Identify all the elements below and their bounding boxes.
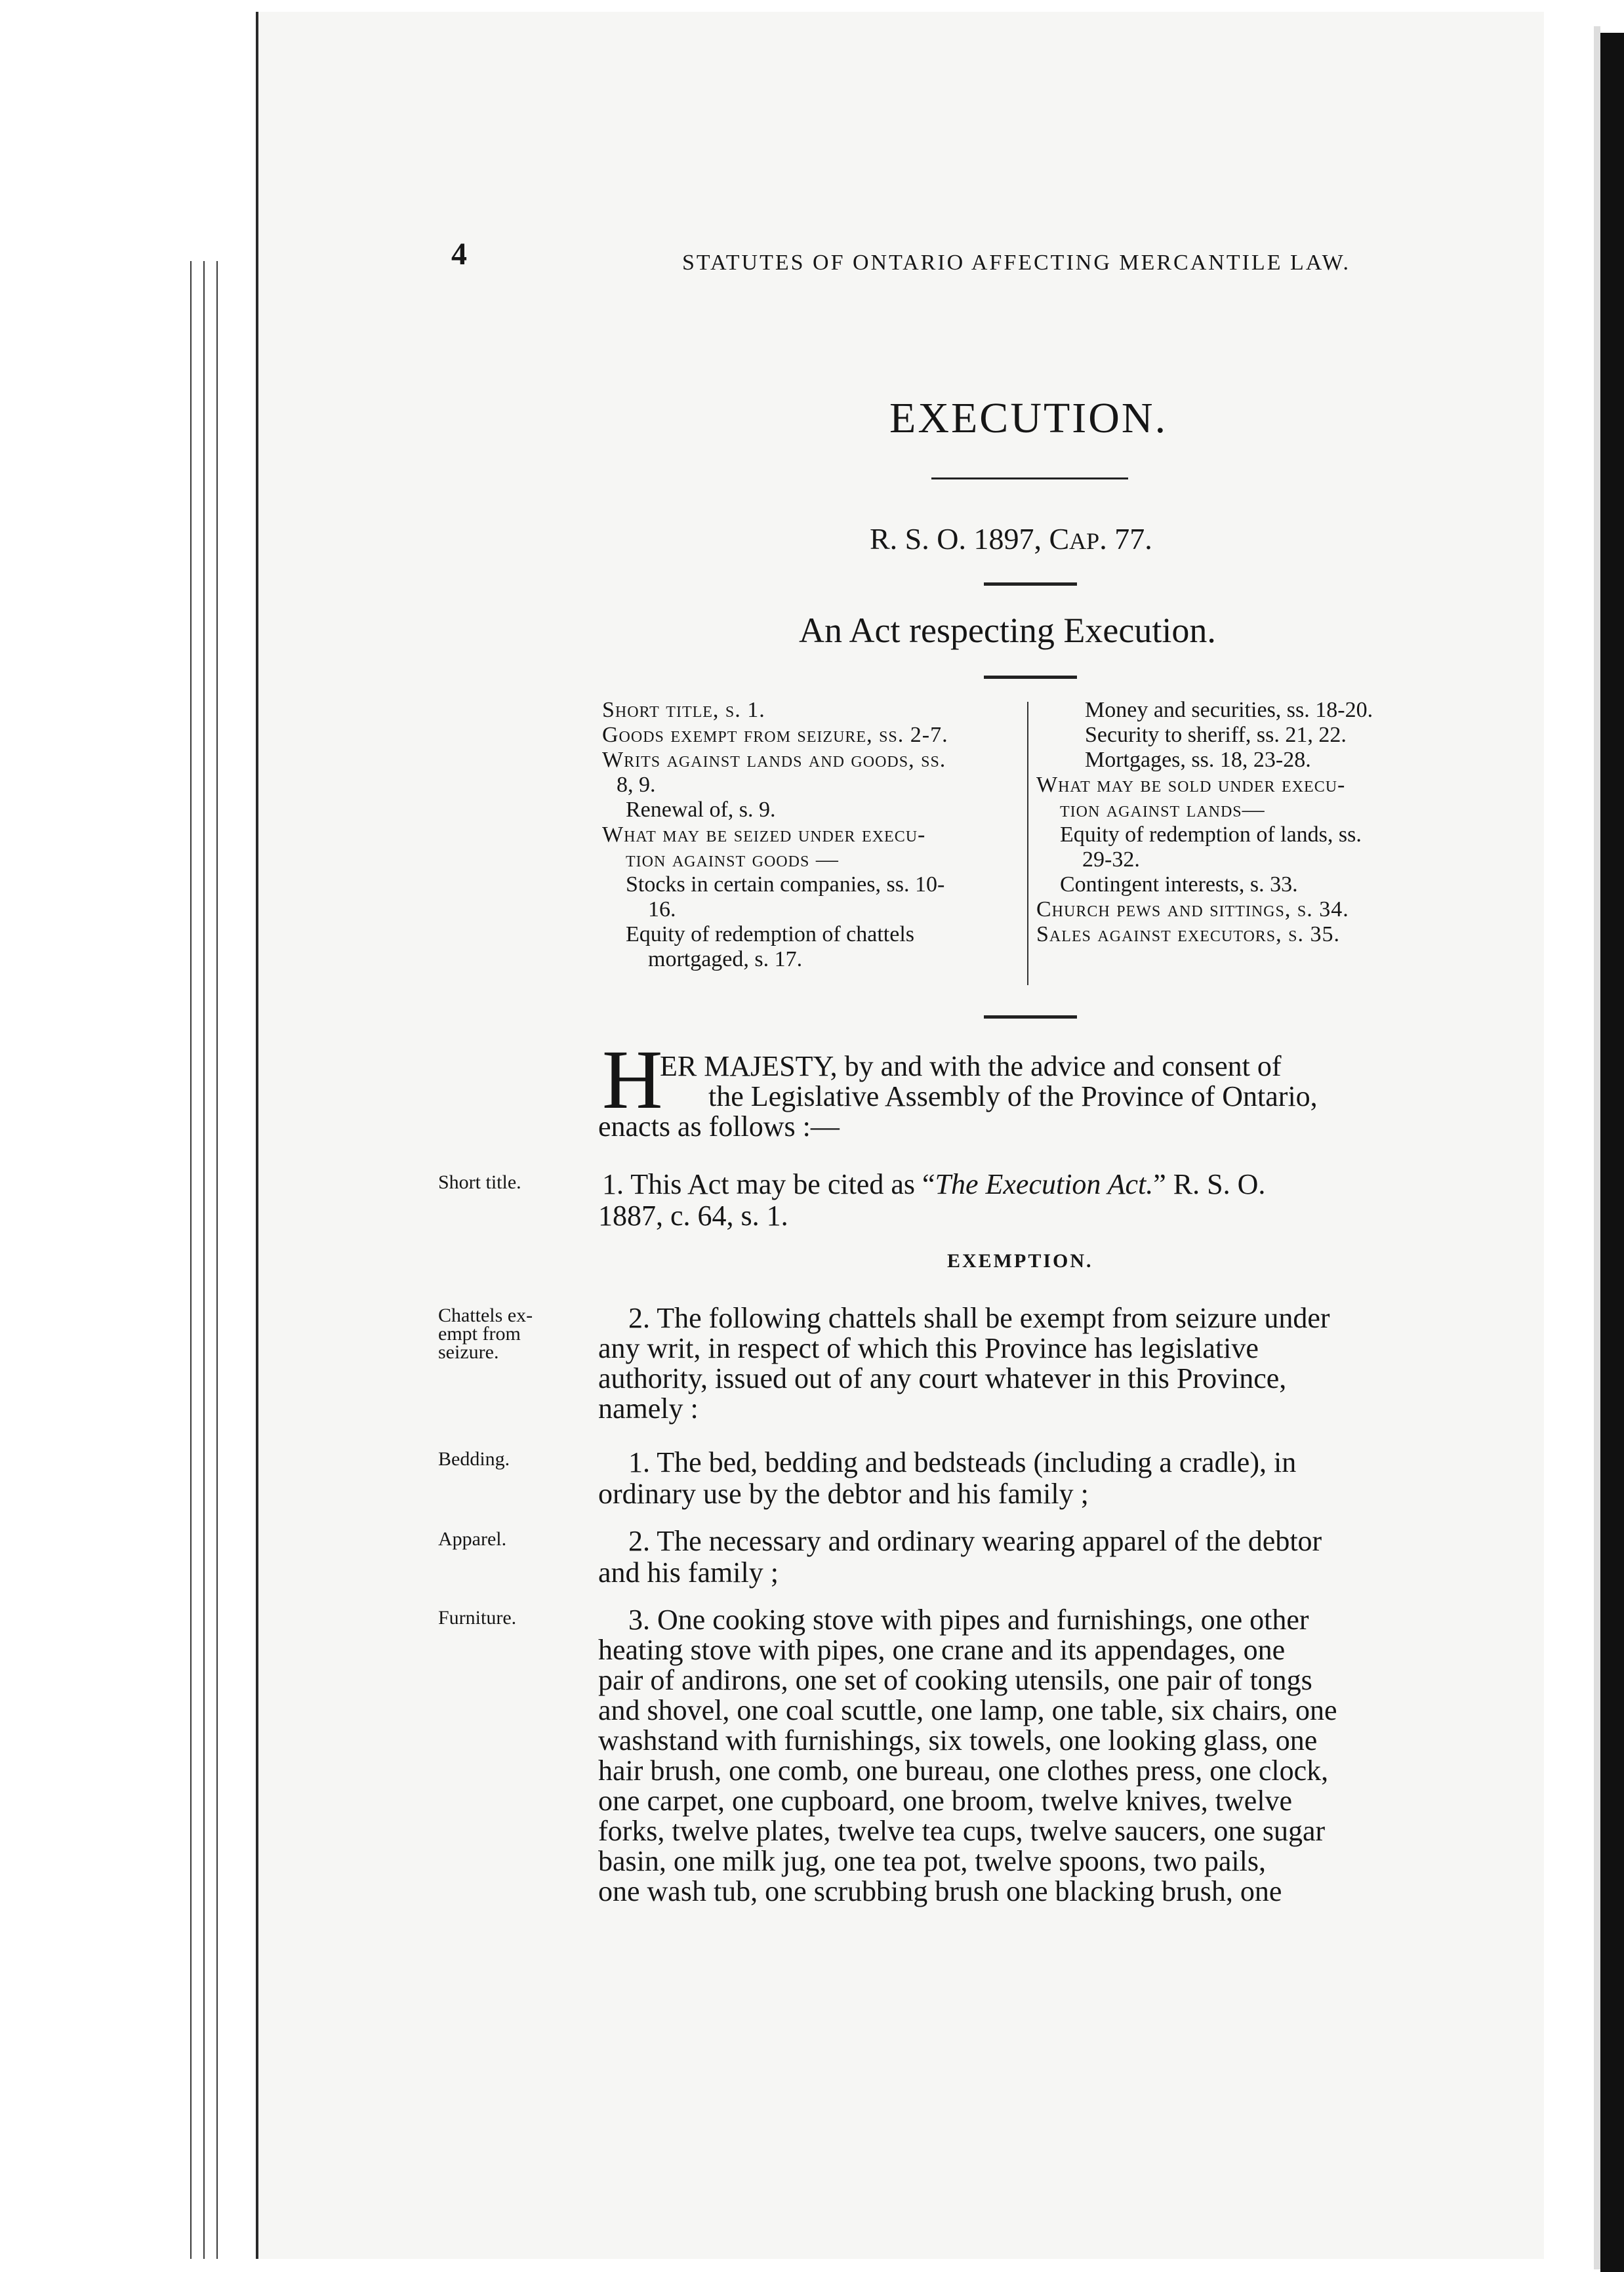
title-rule: [931, 477, 1128, 479]
item-1-line: ordinary use by the debtor and his family ;: [598, 1478, 1089, 1510]
citation-rule: [984, 582, 1077, 586]
item-3-line: one carpet, one cupboard, one broom, twelve knives, twelve: [598, 1785, 1293, 1817]
toc-entry: Goods exempt from seizure, ss. 2-7.: [602, 723, 948, 747]
toc-entry: Security to sheriff, ss. 21, 22.: [1085, 723, 1347, 747]
item-3-line: hair brush, one comb, one bureau, one clothes press, one clock,: [598, 1755, 1329, 1787]
section-1-text: 1. This Act may be cited as “: [602, 1168, 935, 1200]
page-right-edge: [1594, 26, 1600, 2269]
margin-note-apparel: Apparel.: [438, 1528, 507, 1550]
toc-entry: Renewal of, s. 9.: [626, 798, 776, 822]
running-head: STATUTES OF ONTARIO AFFECTING MERCANTILE LAW.: [682, 251, 1351, 275]
toc-entry: tion against goods —: [626, 847, 839, 872]
toc-entry: Stocks in certain companies, ss. 10-: [626, 872, 945, 897]
section-1-citation: ” R. S. O.: [1153, 1168, 1266, 1200]
toc-entry: Church pews and sittings, s. 34.: [1036, 897, 1349, 922]
toc-entry: tion against lands—: [1060, 798, 1265, 822]
page-leaf-edge-1: [190, 261, 192, 2259]
page-title: EXECUTION.: [889, 394, 1168, 442]
exemption-heading: EXEMPTION.: [947, 1250, 1093, 1272]
toc-entry: Equity of redemption of chattels: [626, 922, 914, 946]
page-leaf-edge-2: [203, 261, 205, 2259]
page-leaf-edge-3: [216, 261, 218, 2259]
item-3-line: one wash tub, one scrubbing brush one blacking brush, one: [598, 1875, 1282, 1907]
scan-right-shadow: [1600, 33, 1624, 2272]
toc-entry: Contingent interests, s. 33.: [1060, 872, 1298, 897]
margin-note-bedding: Bedding.: [438, 1448, 510, 1470]
item-3-line: 3. One cooking stove with pipes and furnishings, one other: [628, 1604, 1309, 1636]
toc-entry: Money and securities, ss. 18-20.: [1085, 698, 1373, 722]
toc-entry: 16.: [648, 897, 676, 922]
preamble-line-2: the Legislative Assembly of the Province of Ontario,: [708, 1080, 1318, 1112]
toc-entry: What may be sold under execu-: [1036, 773, 1346, 797]
book-page: [256, 12, 1544, 2259]
section-2-line: namely :: [598, 1392, 699, 1425]
toc-entry: Sales against executors, s. 35.: [1036, 922, 1340, 946]
margin-note-chattels-exempt: [438, 1307, 533, 1362]
citation-small-caps: AP: [1069, 528, 1100, 554]
item-2-line: and his family ;: [598, 1556, 779, 1589]
toc-divider: [1027, 702, 1028, 985]
act-title-rule: [984, 676, 1077, 679]
page-number: 4: [451, 237, 467, 272]
toc-entry: Writs against lands and goods, ss.: [602, 748, 946, 772]
margin-note-line: empt from: [438, 1323, 521, 1345]
toc-entry: Mortgages, ss. 18, 23-28.: [1085, 748, 1311, 772]
item-3-line: pair of andirons, one set of cooking utensils, one pair of tongs: [598, 1664, 1312, 1696]
toc-entry: Short title, s. 1.: [602, 698, 765, 722]
citation-suffix: . 77.: [1099, 522, 1152, 556]
preamble-line-3: enacts as follows :—: [598, 1110, 840, 1143]
margin-note-furniture: Furniture.: [438, 1607, 517, 1629]
toc-entry: mortgaged, s. 17.: [648, 947, 803, 971]
act-short-title: The Execution Act.: [935, 1168, 1154, 1200]
section-2-line: 2. The following chattels shall be exempt from seizure under: [628, 1302, 1330, 1334]
margin-note-short-title: Short title.: [438, 1171, 521, 1193]
toc-entry: Equity of redemption of lands, ss.: [1060, 822, 1362, 847]
toc-entry: 29-32.: [1082, 847, 1140, 872]
toc-left-column: [602, 698, 1022, 972]
item-1-line: 1. The bed, bedding and bedsteads (including a cradle), in: [628, 1446, 1297, 1478]
item-3-line: washstand with furnishings, six towels, one looking glass, one: [598, 1724, 1318, 1756]
dropcap-letter: H: [602, 1033, 663, 1126]
statute-citation: [870, 521, 1152, 556]
item-3-line: and shovel, one coal scuttle, one lamp, one table, six chairs, one: [598, 1694, 1337, 1726]
act-title: An Act respecting Execution.: [799, 611, 1216, 650]
item-3-line: heating stove with pipes, one crane and its appendages, one: [598, 1634, 1286, 1666]
toc-end-rule: [984, 1015, 1077, 1019]
item-2-line: 2. The necessary and ordinary wearing apparel of the debtor: [628, 1525, 1322, 1557]
section-1-line-1: [602, 1167, 1265, 1201]
margin-note-line: seizure.: [438, 1341, 499, 1363]
citation-prefix: R. S. O. 1897, C: [870, 522, 1070, 556]
margin-note-line: Chattels ex-: [438, 1305, 533, 1326]
item-3-line: basin, one milk jug, one tea pot, twelve spoons, two pails,: [598, 1845, 1266, 1877]
toc-entry: 8, 9.: [617, 773, 656, 797]
section-2-line: authority, issued out of any court whatever in this Province,: [598, 1362, 1287, 1394]
toc-right-column: [1036, 698, 1456, 947]
item-3-line: forks, twelve plates, twelve tea cups, twelve saucers, one sugar: [598, 1815, 1326, 1847]
section-1-line-2: 1887, c. 64, s. 1.: [598, 1200, 788, 1232]
preamble-line-1: ER MAJESTY, by and with the advice and consent of: [660, 1050, 1282, 1082]
section-2-line: any writ, in respect of which this Province has legislative: [598, 1332, 1259, 1364]
toc-entry: What may be seized under execu-: [602, 822, 926, 847]
